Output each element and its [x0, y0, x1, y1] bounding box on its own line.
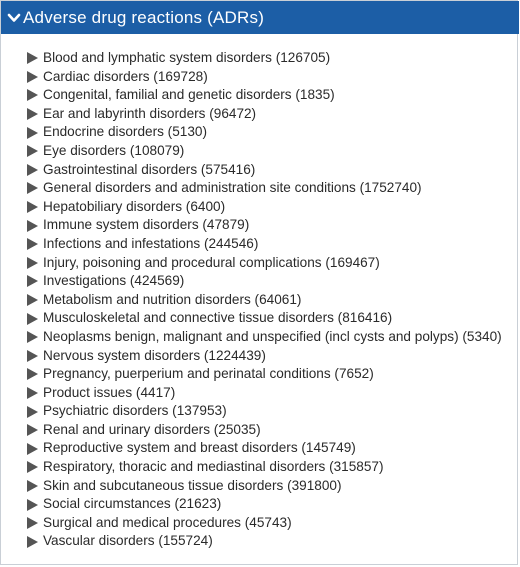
expand-triangle-icon[interactable]: [27, 220, 38, 232]
list-item-label: Neoplasms benign, malignant and unspecified (incl cysts and polyps) (5340): [43, 328, 502, 344]
list-item[interactable]: [27, 402, 502, 421]
list-item[interactable]: [27, 384, 502, 403]
list-item-label: Eye disorders (108079): [43, 142, 185, 158]
expand-triangle-icon[interactable]: [27, 387, 38, 399]
list-item-label: Pregnancy, puerperium and perinatal conditions (7652): [43, 366, 374, 382]
expand-triangle-icon[interactable]: [27, 71, 38, 83]
list-item-label: General disorders and administration site conditions (1752740): [43, 180, 422, 196]
list-item-label: Hepatobiliary disorders (6400): [43, 198, 226, 214]
list-item[interactable]: [27, 123, 502, 142]
list-item-label: Metabolism and nutrition disorders (64061): [43, 291, 302, 307]
adr-panel-header[interactable]: [1, 1, 519, 34]
list-item-label: Surgical and medical procedures (45743): [43, 514, 292, 530]
list-item[interactable]: [27, 216, 502, 235]
list-item-label: Psychiatric disorders (137953): [43, 403, 227, 419]
list-item-label: Congenital, familial and genetic disorders (1835): [43, 87, 335, 103]
list-item-label: Ear and labyrinth disorders (96472): [43, 105, 257, 121]
list-item-label: Nervous system disorders (1224439): [43, 347, 266, 363]
list-item[interactable]: [27, 439, 502, 458]
list-item-label: Social circumstances (21623): [43, 496, 222, 512]
list-item[interactable]: [27, 68, 502, 87]
expand-triangle-icon[interactable]: [27, 350, 38, 362]
expand-triangle-icon[interactable]: [27, 368, 38, 380]
list-item-label: Injury, poisoning and procedural complications (169467): [43, 254, 380, 270]
list-item[interactable]: [27, 105, 502, 124]
list-item[interactable]: [27, 272, 502, 291]
list-item[interactable]: [27, 161, 502, 180]
list-item-label: Vascular disorders (155724): [43, 533, 213, 549]
expand-triangle-icon[interactable]: [27, 127, 38, 139]
list-item[interactable]: [27, 421, 502, 440]
list-item-label: Respiratory, thoracic and mediastinal disorders (315857): [43, 459, 384, 475]
list-item-label: Investigations (424569): [43, 273, 185, 289]
expand-triangle-icon[interactable]: [27, 89, 38, 101]
list-item[interactable]: [27, 328, 502, 347]
expand-triangle-icon[interactable]: [27, 257, 38, 269]
list-item-label: Musculoskeletal and connective tissue disorders (816416): [43, 310, 393, 326]
list-item[interactable]: [27, 235, 502, 254]
expand-triangle-icon[interactable]: [27, 536, 38, 548]
panel-title: Adverse drug reactions (ADRs): [23, 8, 265, 27]
expand-triangle-icon[interactable]: [27, 443, 38, 455]
list-item-label: Blood and lymphatic system disorders (126705): [43, 50, 331, 65]
list-item[interactable]: [27, 309, 502, 328]
expand-triangle-icon[interactable]: [27, 238, 38, 250]
list-item[interactable]: [27, 458, 502, 477]
expand-triangle-icon[interactable]: [27, 499, 38, 511]
expand-triangle-icon[interactable]: [27, 331, 38, 343]
list-item[interactable]: [27, 347, 502, 366]
list-item-label: Skin and subcutaneous tissue disorders (391800): [43, 477, 342, 493]
list-item[interactable]: [27, 514, 502, 533]
list-item[interactable]: [27, 532, 502, 551]
list-item[interactable]: [27, 291, 502, 310]
expand-triangle-icon[interactable]: [27, 201, 38, 213]
expand-triangle-icon[interactable]: [27, 313, 38, 325]
list-item[interactable]: [27, 365, 502, 384]
expand-triangle-icon[interactable]: [27, 275, 38, 287]
expand-triangle-icon[interactable]: [27, 294, 38, 306]
expand-triangle-icon[interactable]: [27, 517, 38, 529]
list-item[interactable]: [27, 179, 502, 198]
chevron-down-icon[interactable]: [7, 11, 21, 25]
list-item-label: Gastrointestinal disorders (575416): [43, 161, 256, 177]
list-item[interactable]: [27, 254, 502, 273]
list-item[interactable]: [27, 477, 502, 496]
list-item-label: Infections and infestations (244546): [43, 235, 259, 251]
list-item-label: Endocrine disorders (5130): [43, 124, 207, 140]
list-item-label: Cardiac disorders (169728): [43, 68, 208, 84]
expand-triangle-icon[interactable]: [27, 480, 38, 492]
expand-triangle-icon[interactable]: [27, 108, 38, 120]
expand-triangle-icon[interactable]: [27, 52, 38, 64]
expand-triangle-icon[interactable]: [27, 164, 38, 176]
list-item-label: Reproductive system and breast disorders (145749): [43, 440, 356, 456]
list-item[interactable]: [27, 49, 502, 68]
list-item[interactable]: [27, 198, 502, 217]
expand-triangle-icon[interactable]: [27, 461, 38, 473]
adr-category-list: [27, 49, 502, 551]
list-item[interactable]: [27, 142, 502, 161]
expand-triangle-icon[interactable]: [27, 406, 38, 418]
list-item[interactable]: [27, 495, 502, 514]
list-item-label: Renal and urinary disorders (25035): [43, 421, 261, 437]
list-item[interactable]: [27, 86, 502, 105]
expand-triangle-icon[interactable]: [27, 182, 38, 194]
expand-triangle-icon[interactable]: [27, 424, 38, 436]
list-item-label: Product issues (4417): [43, 384, 176, 400]
expand-triangle-icon[interactable]: [27, 145, 38, 157]
list-item-label: Immune system disorders (47879): [43, 217, 250, 233]
